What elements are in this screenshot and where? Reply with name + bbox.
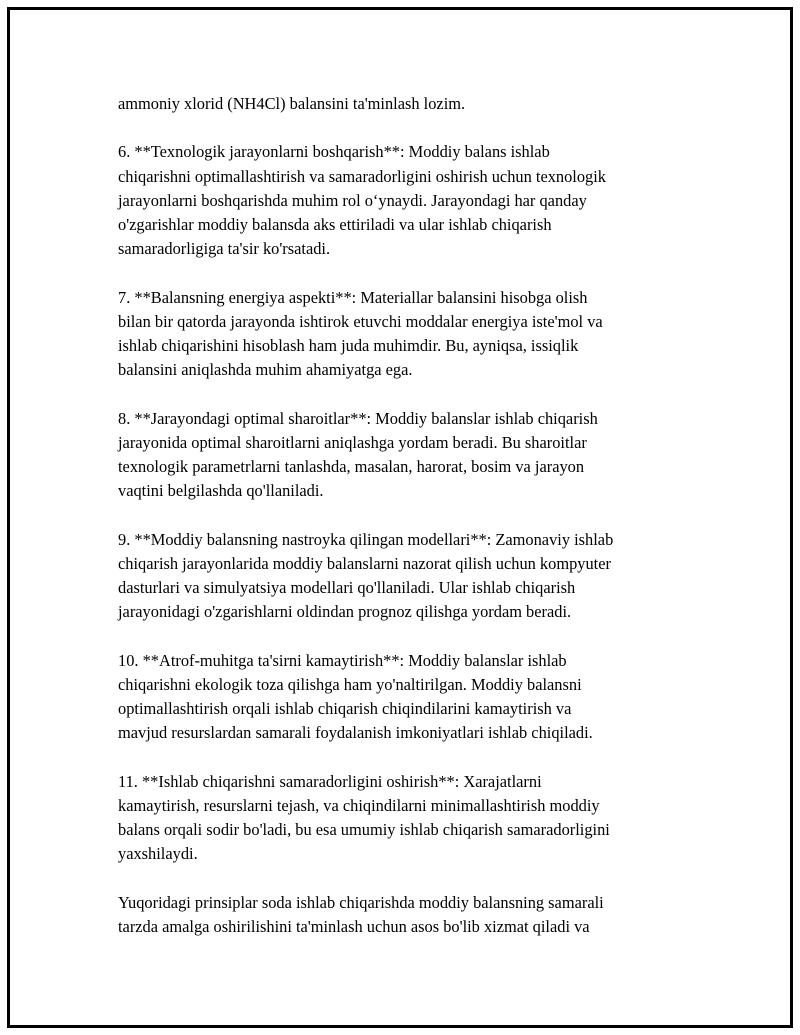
text-line: optimallashtirish orqali ishlab chiqarish chiqindilarini kamaytirish va — [118, 699, 572, 718]
text-line: chiqarish jarayonlarida moddiy balanslarni nazorat qilish uchun kompyuter — [118, 553, 611, 573]
text-line: Yuqoridagi prinsiplar soda ishlab chiqarishda moddiy balansning samarali — [118, 892, 604, 912]
text-line: texnologik parametrlarni tanlashda, masalan, harorat, bosim va jarayon — [118, 457, 585, 476]
text-line: o'zgarishlar moddiy balansda aks ettiriladi va ular ishlab chiqarish — [118, 215, 552, 234]
text-line: jarayonlarni boshqarishda muhim rol o‘ynaydi. Jarayondagi har qanday — [118, 190, 587, 210]
paragraph-intro — [118, 92, 688, 116]
text-line: 11. **Ishlab chiqarishni samaradorligini oshirish**: Xarajatlarni — [118, 771, 542, 791]
paragraph-item-9 — [118, 528, 688, 625]
text-line: ammoniy xlorid (NH4Cl) balansini ta'minlash lozim. — [118, 94, 466, 113]
text-line: 10. **Atrof-muhitga ta'sirni kamaytirish**: Moddiy balanslar ishlab — [118, 650, 567, 670]
paragraph-item-8 — [118, 407, 688, 504]
text-line: 9. **Moddiy balansning nastroyka qilingan modellari**: Zamonaviy ishlab — [118, 529, 614, 549]
text-line: chiqarishni ekologik toza qilishga ham yo'naltirilgan. Moddiy balansni — [118, 674, 582, 694]
text-line: kamaytirish, resurslarni tejash, va chiqindilarni minimallashtirish moddiy — [118, 795, 600, 815]
paragraph-item-11 — [118, 770, 688, 867]
paragraph-item-7 — [118, 286, 688, 383]
text-line: chiqarishni optimallashtirish va samaradorligini oshirish uchun texnologik — [118, 166, 606, 186]
paragraph-conclusion — [118, 891, 688, 939]
text-line: jarayonidagi o'zgarishlarni oldindan prognoz qilishga yordam beradi. — [118, 602, 572, 622]
text-line: yaxshilaydi. — [118, 844, 198, 864]
text-line: jarayonida optimal sharoitlarni aniqlashga yordam beradi. Bu sharoitlar — [118, 432, 587, 452]
text-line: 6. **Texnologik jarayonlarni boshqarish**: Moddiy balans ishlab — [118, 142, 550, 162]
text-line: 8. **Jarayondagi optimal sharoitlar**: Moddiy balanslar ishlab chiqarish — [118, 408, 598, 428]
text-line: dasturlari va simulyatsiya modellari qo'llaniladi. Ular ishlab chiqarish — [118, 578, 576, 597]
text-line: balans orqali sodir bo'ladi, bu esa umumiy ishlab chiqarish samaradorligini — [118, 820, 610, 839]
text-line: 7. **Balansning energiya aspekti**: Materiallar balansini hisobga olish — [118, 287, 588, 307]
text-line: bilan bir qatorda jarayonda ishtirok etuvchi moddalar energiya iste'mol va — [118, 311, 603, 331]
text-line: tarzda amalga oshirilishini ta'minlash uchun asos bo'lib xizmat qiladi va — [118, 916, 590, 936]
text-line: vaqtini belgilashda qo'llaniladi. — [118, 481, 324, 501]
text-line: mavjud resurslardan samarali foydalanish imkoniyatlari ishlab chiqiladi. — [118, 723, 593, 743]
text-line: balansini aniqlashda muhim ahamiyatga ega. — [118, 360, 413, 380]
document-body — [118, 92, 688, 963]
paragraph-item-10 — [118, 649, 688, 746]
paragraph-item-6 — [118, 140, 688, 261]
text-line: samaradorligiga ta'sir ko'rsatadi. — [118, 239, 331, 259]
text-line: ishlab chiqarishini hisoblash ham juda muhimdir. Bu, ayniqsa, issiqlik — [118, 336, 579, 355]
